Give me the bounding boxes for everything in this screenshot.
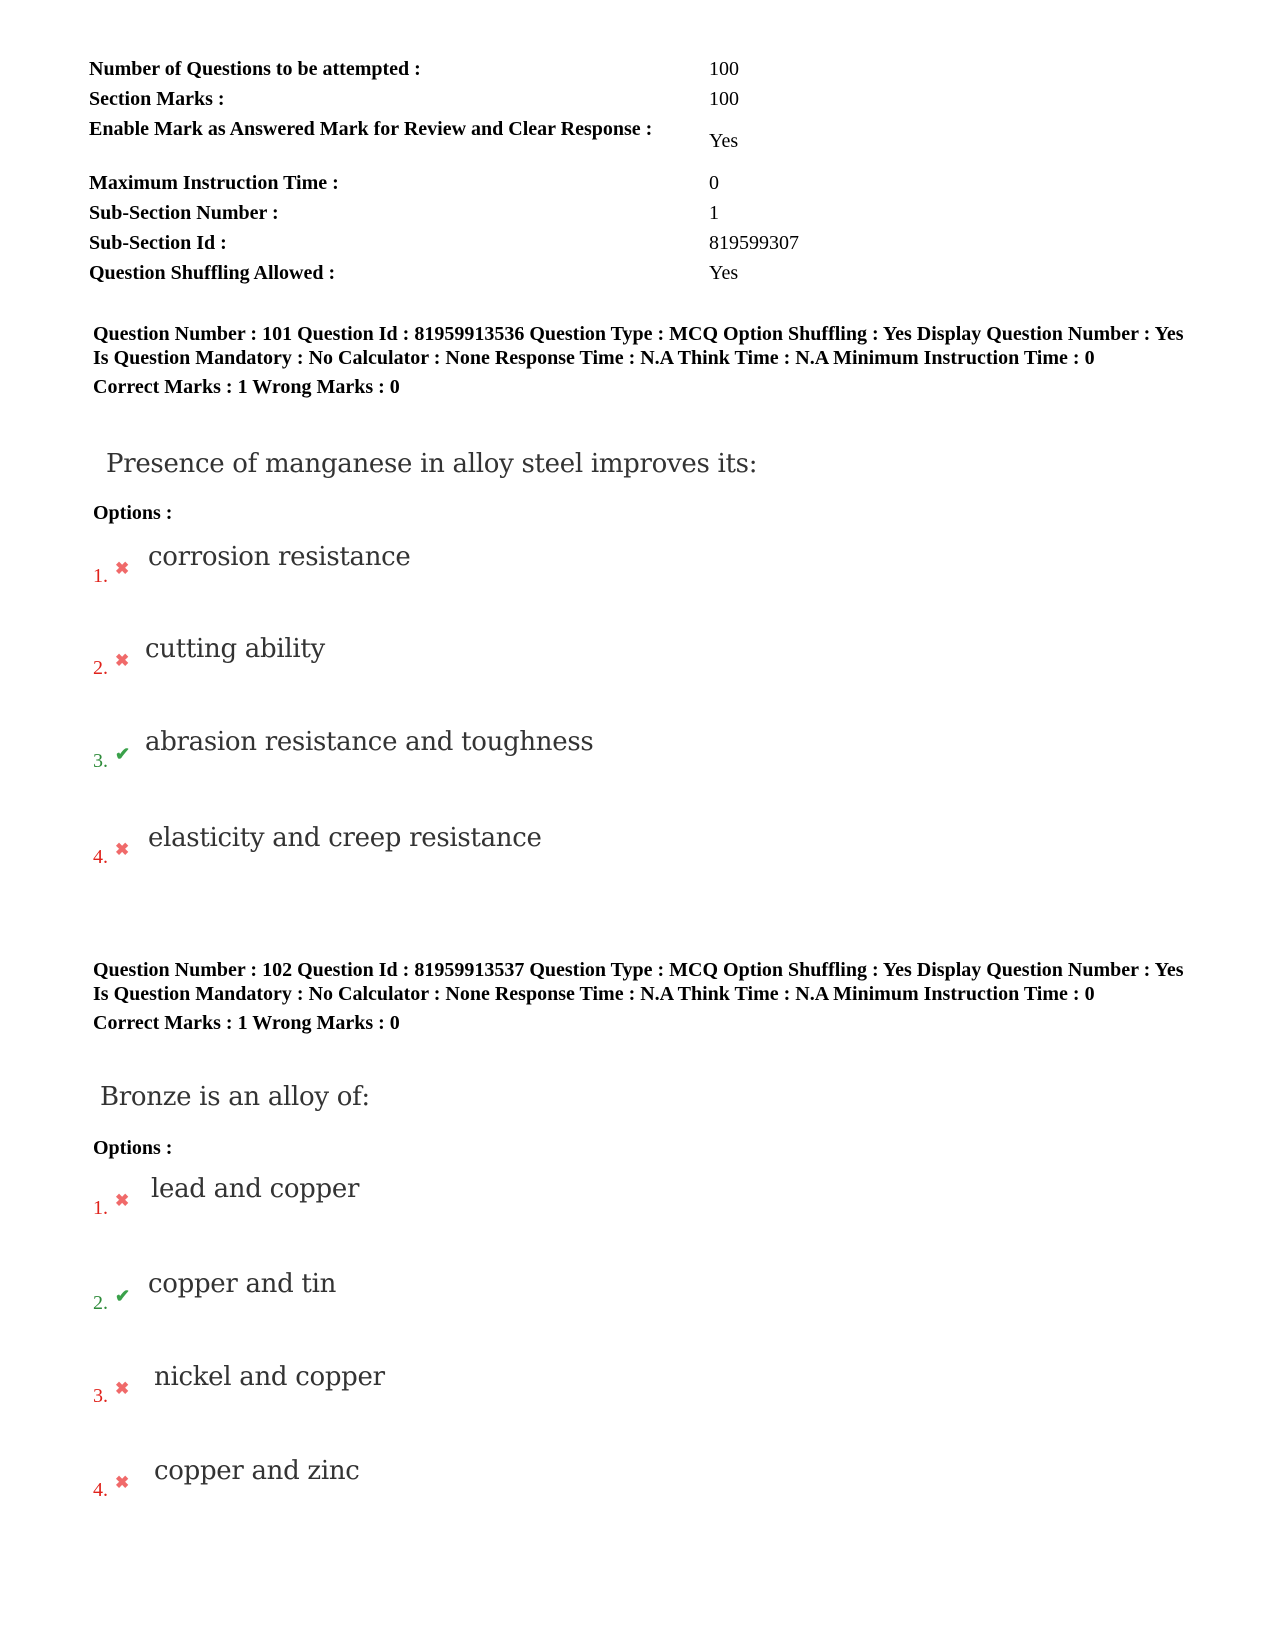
option-text: copper and zinc [154, 1456, 360, 1486]
info-value: 100 [709, 58, 739, 80]
question-marks: Correct Marks : 1 Wrong Marks : 0 [93, 1012, 400, 1034]
cross-icon: ✖ [115, 840, 130, 859]
option-number: 3. [93, 1385, 108, 1407]
info-row [89, 232, 799, 262]
info-key: Maximum Instruction Time : [89, 172, 339, 194]
section-info-table [89, 58, 799, 292]
question-block [93, 958, 1193, 1035]
info-value: 1 [709, 202, 719, 224]
option-text: abrasion resistance and toughness [145, 727, 594, 757]
check-icon: ✔ [115, 1286, 131, 1306]
option-text: corrosion resistance [148, 542, 411, 572]
cross-icon: ✖ [115, 1191, 130, 1210]
info-value: Yes [709, 130, 739, 152]
option-item [93, 634, 793, 694]
option-text: lead and copper [151, 1174, 360, 1204]
info-key: Sub-Section Number : [89, 202, 279, 224]
info-key: Section Marks : [89, 88, 225, 110]
info-row [89, 58, 799, 88]
question-text: Bronze is an alloy of: [100, 1082, 370, 1112]
option-number: 4. [93, 1479, 108, 1501]
option-item [93, 1362, 793, 1422]
option-number: 1. [93, 1197, 108, 1219]
options-label: Options : [93, 1137, 173, 1159]
option-item [93, 1174, 793, 1234]
cross-icon: ✖ [115, 1473, 130, 1492]
info-row [89, 202, 799, 232]
check-icon: ✔ [115, 744, 131, 764]
info-value: Yes [709, 262, 739, 284]
option-text: nickel and copper [154, 1362, 385, 1392]
info-key: Sub-Section Id : [89, 232, 227, 254]
option-number: 1. [93, 565, 108, 587]
option-item [93, 727, 793, 787]
info-value: 819599307 [709, 232, 799, 254]
option-item [93, 823, 793, 883]
question-block [93, 322, 1193, 399]
info-key: Number of Questions to be attempted : [89, 58, 421, 80]
option-text: copper and tin [148, 1269, 337, 1299]
cross-icon: ✖ [115, 1379, 130, 1398]
cross-icon: ✖ [115, 651, 130, 670]
option-text: elasticity and creep resistance [148, 823, 542, 853]
question-meta: Question Number : 101 Question Id : 81959913536 Question Type : MCQ Option Shuffling : Yes Display Question Number : Yes Is Question Mandatory : No Calculator : None Response Time : N.A Think Time : N.A Minimum Instruction Time : 0 [93, 323, 1184, 369]
option-number: 2. [93, 657, 108, 679]
info-value: 100 [709, 88, 739, 110]
info-row [89, 262, 799, 292]
info-key: Question Shuffling Allowed : [89, 262, 336, 284]
option-item [93, 1456, 793, 1516]
question-meta: Question Number : 102 Question Id : 81959913537 Question Type : MCQ Option Shuffling : Yes Display Question Number : Yes Is Question Mandatory : No Calculator : None Response Time : N.A Think Time : N.A Minimum Instruction Time : 0 [93, 959, 1184, 1005]
option-number: 4. [93, 846, 108, 868]
cross-icon: ✖ [115, 559, 130, 578]
info-value: 0 [709, 172, 719, 194]
info-key: Enable Mark as Answered Mark for Review and Clear Response : [89, 118, 653, 140]
question-marks: Correct Marks : 1 Wrong Marks : 0 [93, 376, 400, 398]
question-text: Presence of manganese in alloy steel improves its: [106, 449, 758, 479]
option-number: 3. [93, 750, 108, 772]
option-item [93, 542, 793, 602]
options-label: Options : [93, 502, 173, 524]
option-text: cutting ability [145, 634, 325, 664]
option-number: 2. [93, 1292, 108, 1314]
info-row [89, 118, 799, 172]
info-row [89, 88, 799, 118]
option-item [93, 1269, 793, 1329]
info-row [89, 172, 799, 202]
